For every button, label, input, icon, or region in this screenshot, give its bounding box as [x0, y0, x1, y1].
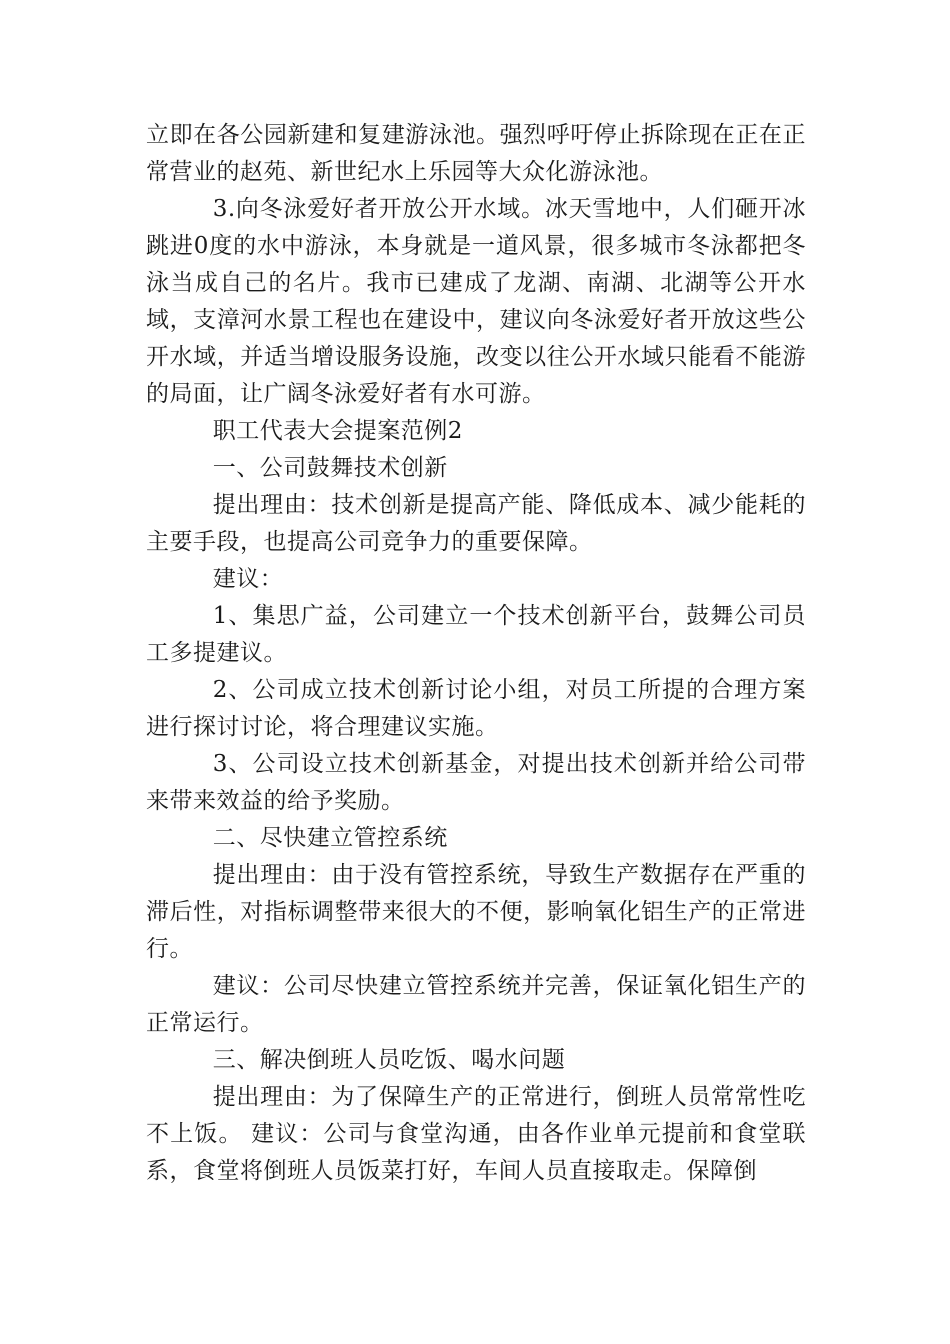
paragraph-1: 立即在各公园新建和复建游泳池。强烈呼吁停止拆除现在正在正常营业的赵苑、新世纪水上乐园等大众化游泳池。 — [146, 122, 806, 185]
reason-1: 提出理由：技术创新是提高产能、降低成本、减少能耗的主要手段，也提高公司竞争力的重要保障。 — [146, 492, 806, 555]
reason-3: 提出理由：为了保障生产的正常进行，倒班人员常常性吃不上饭。 建议：公司与食堂沟通，由各作业单元提前和食堂联系，食堂将倒班人员饭菜打好，车间人员直接取走。保障倒 — [146, 1084, 806, 1184]
paragraph-2: 3.向冬泳爱好者开放公开水域。冰天雪地中，人们砸开冰跳进0度的水中游泳，本身就是一道风景，很多城市冬泳都把冬泳当成自己的名片。我市已建成了龙湖、南湖、北湖等公开水域，支漳河水景工程也在建设中，建议向冬泳爱好者开放这些公开水域，并适当增设服务设施，改变以往公开水域只能看不能游的局面，让广阔冬泳爱好者有水可游。 — [146, 196, 806, 407]
reason-2: 提出理由：由于没有管控系统，导致生产数据存在严重的滞后性，对指标调整带来很大的不便，影响氧化铝生产的正常进行。 — [146, 862, 806, 962]
suggestion-2: 建议：公司尽快建立管控系统并完善，保证氧化铝生产的正常运行。 — [146, 973, 806, 1036]
suggestion-item-3: 3、公司设立技术创新基金，对提出技术创新并给公司带来带来效益的给予奖励。 — [146, 751, 806, 814]
heading-2: 二、尽快建立管控系统 — [212, 825, 448, 851]
suggestion-label: 建议： — [212, 566, 284, 592]
heading-3: 三、解决倒班人员吃饭、喝水问题 — [212, 1047, 566, 1073]
suggestion-item-2: 2、公司成立技术创新讨论小组，对员工所提的合理方案进行探讨讨论，将合理建议实施。 — [146, 677, 806, 740]
section-title: 职工代表大会提案范例2 — [212, 418, 463, 444]
suggestion-item-1: 1、集思广益，公司建立一个技术创新平台，鼓舞公司员工多提建议。 — [146, 603, 806, 666]
document-body — [146, 117, 806, 1190]
heading-1: 一、公司鼓舞技术创新 — [212, 455, 448, 481]
